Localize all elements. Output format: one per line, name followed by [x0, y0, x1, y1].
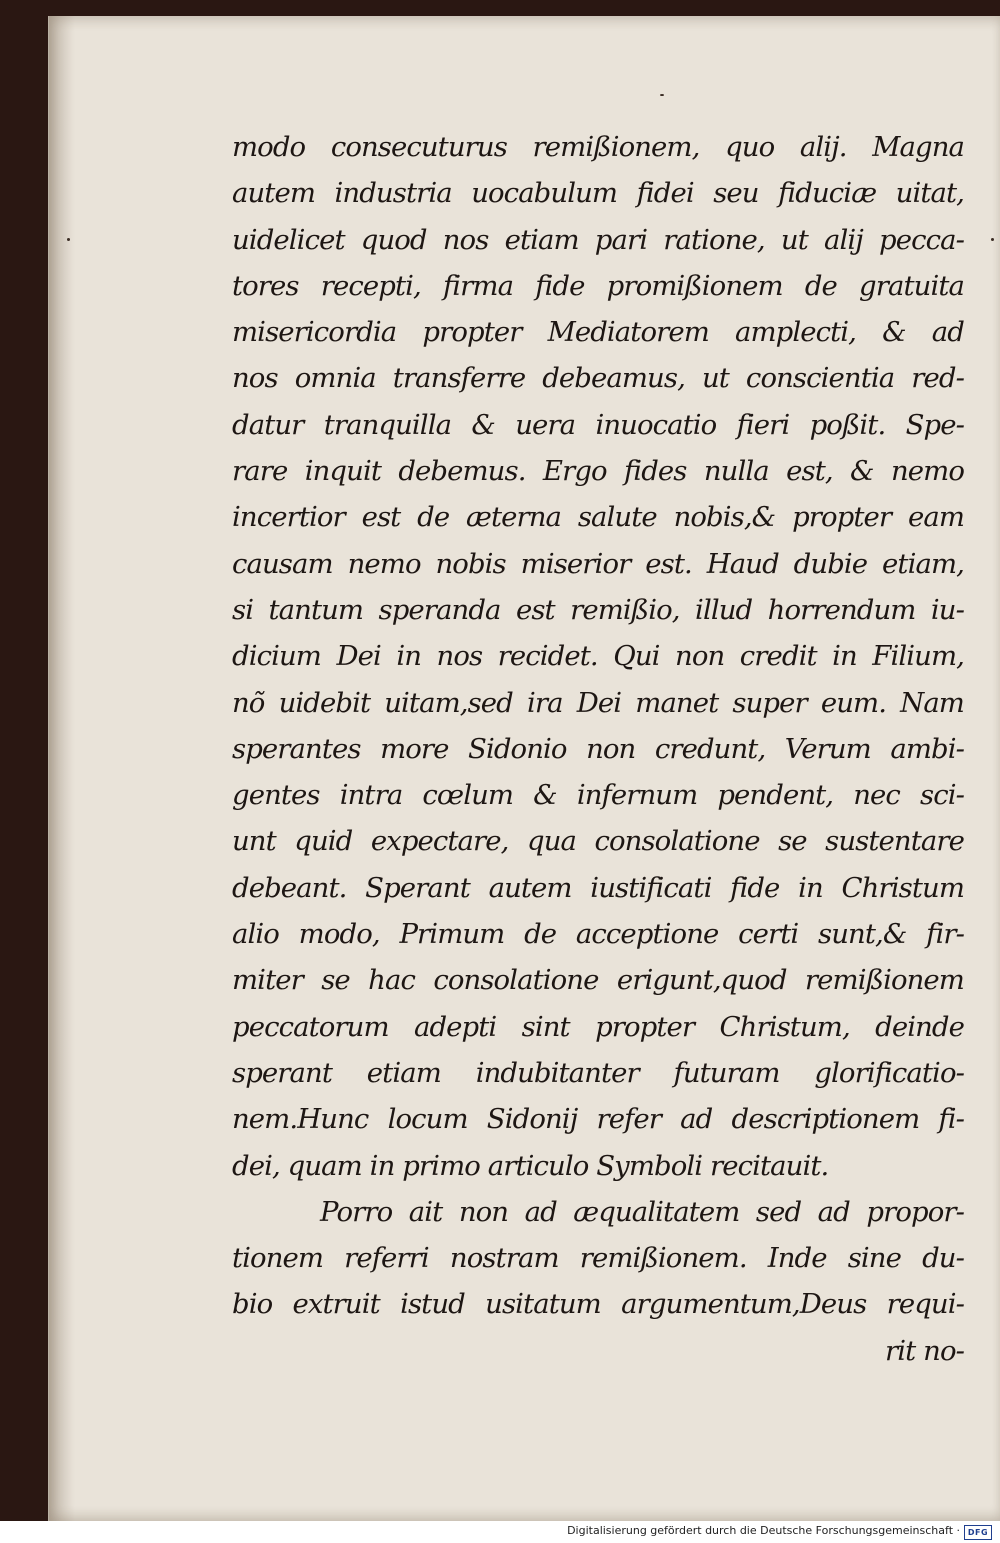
body-text	[232, 124, 964, 1374]
text-line: misericordia propter Mediatorem amplecti, & ad	[232, 316, 964, 349]
text-line: si tantum speranda est remißio, illud horrendum iu-	[232, 593, 964, 626]
text-line: nõ uidebit uitam,sed ira Dei manet super eum. Nam	[232, 686, 964, 719]
text-line: causam nemo nobis miserior est. Haud dubie etiam,	[232, 547, 964, 580]
text-line: nem.Hunc locum Sidonij refer ad descriptionem fi-	[232, 1103, 964, 1136]
digitization-footer	[0, 1521, 1000, 1543]
text-line: unt quid expectare, qua consolatione se sustentare	[232, 825, 964, 858]
text-line: debeant. Sperant autem iustificati fide in Christum	[232, 871, 964, 904]
text-line: dicium Dei in nos recidet. Qui non credit in Filium,	[232, 640, 964, 673]
text-line: datur tranquilla & uera inuocatio fieri poßit. Spe-	[232, 408, 964, 441]
text-line: alio modo, Primum de acceptione certi sunt,& fir-	[232, 918, 964, 951]
ink-speck	[660, 94, 664, 96]
catchword: rit no-	[885, 1334, 964, 1367]
funding-notice: Digitalisierung gefördert durch die Deutsche Forschungsgemeinschaft ·	[567, 1524, 960, 1537]
text-line: sperant etiam indubitanter futuram glorificatio-	[232, 1056, 964, 1089]
ink-speck	[991, 238, 994, 241]
ink-speck	[67, 238, 70, 241]
text-line: peccatorum adepti sint propter Christum, deinde	[232, 1010, 964, 1043]
text-line: gentes intra cœlum & infernum pendent, nec sci-	[232, 779, 964, 812]
text-line: uidelicet quod nos etiam pari ratione, ut alij pecca-	[232, 223, 964, 256]
text-line: miter se hac consolatione erigunt,quod remißionem	[232, 964, 964, 997]
text-line: tores recepti, firma fide promißionem de gratuita	[232, 269, 964, 302]
text-line: dei, quam in primo articulo Symboli recitauit.	[232, 1149, 829, 1182]
text-line: tionem referri nostram remißionem. Inde sine du-	[232, 1242, 964, 1275]
text-line: bio extruit istud usitatum argumentum,Deus requi-	[232, 1288, 964, 1321]
dfg-logo: DFG	[964, 1525, 992, 1540]
page-gutter-shadow	[49, 16, 75, 1521]
text-line: modo consecuturus remißionem, quo alij. Magna	[232, 131, 964, 163]
text-line: incertior est de æterna salute nobis,& propter eam	[232, 501, 964, 534]
text-line: rare inquit debemus. Ergo fides nulla est, & nemo	[232, 455, 964, 488]
text-line: autem industria uocabulum fidei seu fiduciæ uitat,	[232, 177, 964, 210]
text-line: nos omnia transferre debeamus, ut conscientia red-	[232, 362, 964, 395]
paragraph-first-line: Porro ait non ad æqualitatem sed ad propor-	[320, 1195, 964, 1228]
text-line: sperantes more Sidonio non credunt, Verum ambi-	[232, 732, 964, 765]
